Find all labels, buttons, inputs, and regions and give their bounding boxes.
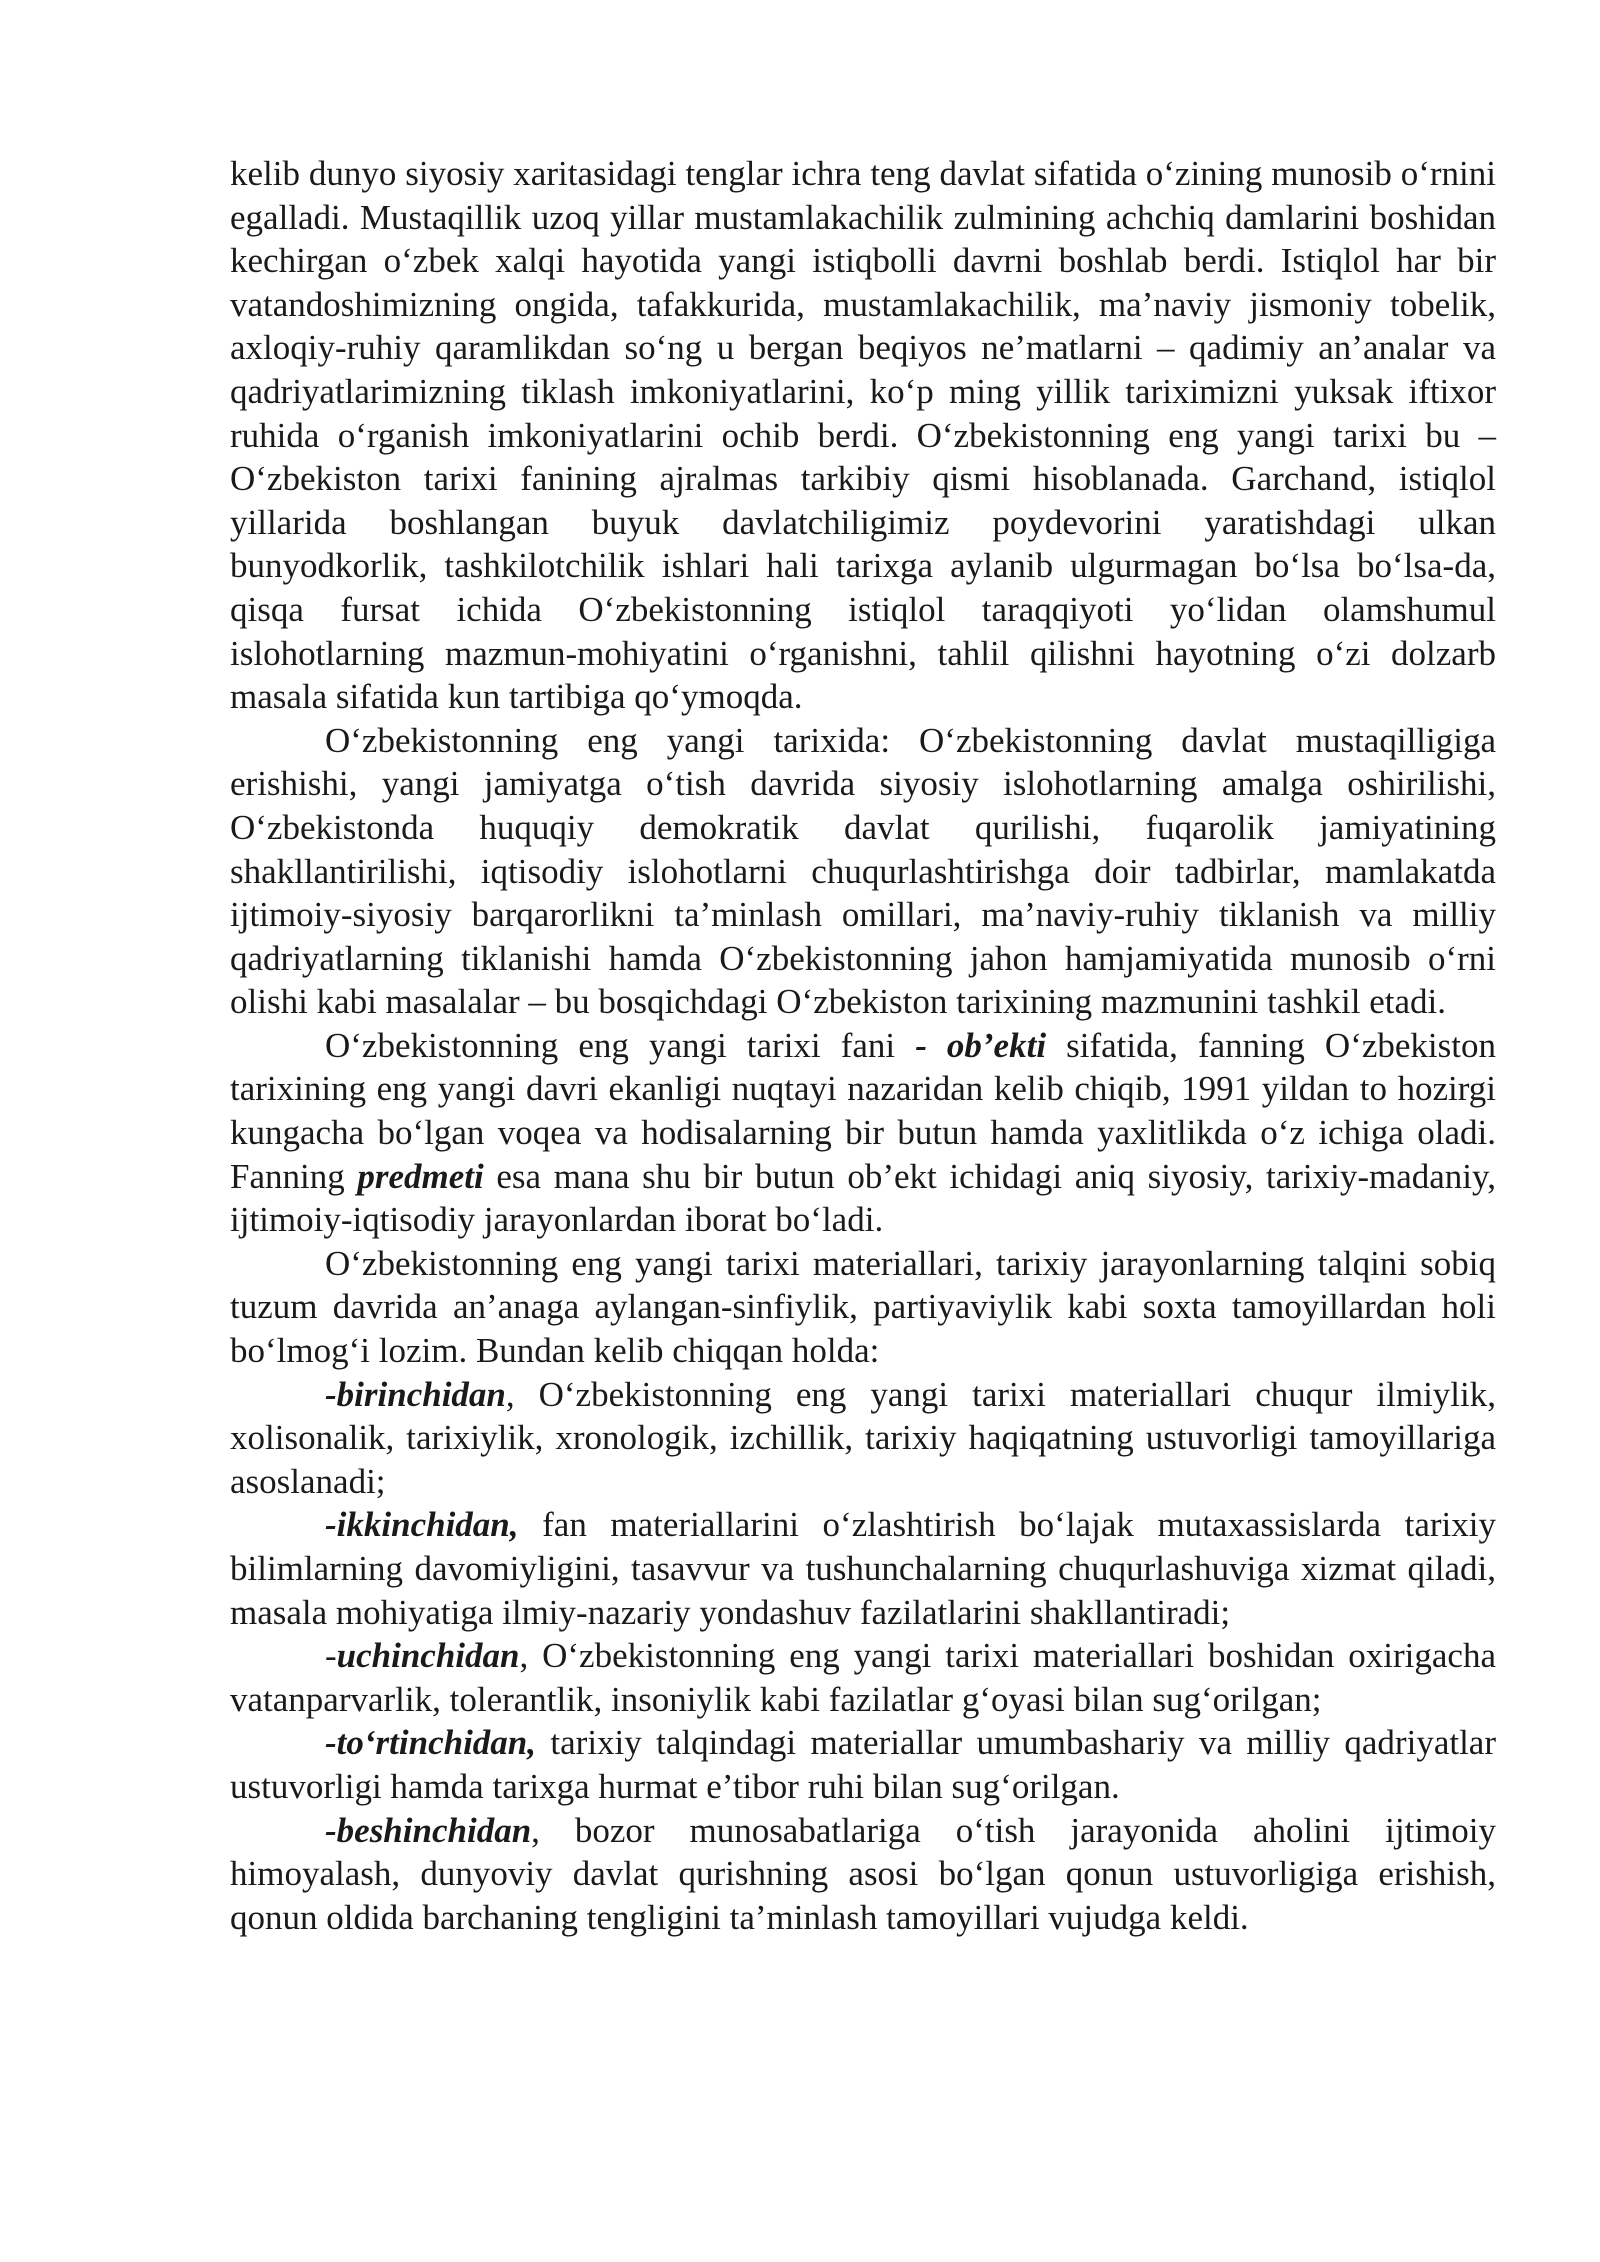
text-run: esa mana shu bir butun ob’ekt ichidagi aniq siyosiy, tarixiy-madaniy, ijtimoiy-iqtisodiy jarayonlardan iborat bo‘ladi. [230,1156,1496,1240]
paragraph-object-and-subject [230,1024,1496,1242]
list-dash: - [325,1636,337,1676]
text-run: O‘zbekistonning eng yangi tarixi fani [325,1025,916,1065]
paragraph-continuation [230,152,1496,719]
list-marker-fifth: -beshinchidan [325,1810,532,1850]
list-item-first [230,1373,1496,1504]
list-item-fourth [230,1721,1496,1808]
paragraph-newest-history-content [230,719,1496,1024]
text-run: tarixiy talqindagi materiallar umumbashariy va milliy qadriyatlar ustuvorligi hamda tarixga hurmat e’tibor ruhi bilan sug‘orilgan. [230,1723,1496,1806]
list-marker-fourth: -to‘rtinchidan, [325,1723,537,1763]
text-run: fan materiallarini o‘zlashtirish bo‘lajak mutaxassislarda tarixiy bilimlarning davomiyligini, tasavvur va tushunchalarning chuqurlashuviga xizmat qiladi, masala mohiyatiga ilmiy-nazariy yondashuv fazilatlarini shakllantiradi; [230,1505,1496,1632]
text-run: O‘zbekistonning eng yangi tarixida: O‘zbekistonning davlat mustaqilligiga erishishi, yangi jamiyatga o‘tish davrida siyosiy islohotlarning amalga oshirilishi, O‘zbekistonda huquqiy demokratik davlat qurilishi, fuqarolik jamiyatining shakllantirilishi, iqtisodiy islohotlarni chuqurlashtirishga doir tadbirlar, mamlakatda ijtimoiy-siyosiy barqarorlikni ta’minlash omillari, ma’naviy-ruhiy tiklanish va milliy qadriyatlarning tiklanishi hamda O‘zbekistonning jahon hamjamiyatida munosib o‘rni olishi kabi masalalar – bu bosqichdagi O‘zbekiston tarixining mazmunini tashkil etadi. [230,720,1496,1022]
list-item-second [230,1503,1496,1634]
text-run: , O‘zbekistonning eng yangi tarixi materiallari boshidan oxirigacha vatanparvarlik, tolerantlik, insoniylik kabi fazilatlar g‘oyasi bilan sug‘orilgan; [230,1636,1496,1719]
list-marker-second: -ikkinchidan, [325,1505,519,1545]
text-run: , bozor munosabatlariga o‘tish jarayonida aholini ijtimoiy himoyalash, dunyoviy davlat qurishning asosi bo‘lgan qonun ustuvorligiga erishish, qonun oldida barchaning tengligini ta’minlash tamoyillari vujudga keldi. [230,1810,1496,1937]
text-run: sifatida, fanning O‘zbekiston tarixining eng yangi davri ekanligi nuqtayi nazaridan kelib chiqib, 1991 yildan to hozirgi kungacha bo‘lgan voqea va hodisalarning bir butun hamda yaxlitlikda o‘z ichiga oladi. Fanning [230,1025,1496,1196]
list-item-third [230,1634,1496,1721]
text-run: , O‘zbekistonning eng yangi tarixi materiallari chuqur ilmiylik, xolisonalik, tarixiylik, xronologik, izchillik, tarixiy haqiqatning ustuvorligi tamoyillariga asoslanadi; [230,1374,1496,1501]
list-marker-third: uchinchidan [336,1636,520,1676]
emphasis-subject: predmeti [357,1156,484,1196]
text-run: kelib dunyo siyosiy xaritasidagi tenglar ichra teng davlat sifatida o‘zining munosib o‘rnini egalladi. Mustaqillik uzoq yillar mustamlakachilik zulmining achchiq damlarini boshidan kechirgan o‘zbek xalqi hayotida yangi istiqbolli davrni boshlab berdi. Istiqlol har bir vatandoshimizning ongida, tafakkurida, mustamlakachilik, ma’naviy jismoniy tobelik, axloqiy-ruhiy qaramlikdan so‘ng u bergan beqiyos ne’matlarni – qadimiy an’analar va qadriyatlarimizning tiklash imkoniyatlarini, ko‘p ming yillik tariximizni yuksak iftixor ruhida o‘rganish imkoniyatlarini ochib berdi. O‘zbekistonning eng yangi tarixi bu – O‘zbekiston tarixi fanining ajralmas tarkibiy qismi hisoblanada. Garchand, istiqlol yillarida boshlangan buyuk davlatchiligimiz poydevorini yaratishdagi ulkan bunyodkorlik, tashkilotchilik ishlari hali tarixga aylanib ulgurmagan bo‘lsa bo‘lsa-da, qisqa fursat ichida O‘zbekistonning istiqlol taraqqiyoti yo‘lidan olamshumul islohotlarning mazmun-mohiyatini o‘rganishni, tahlil qilishni hayotning o‘zi dolzarb masala sifatida kun tartibiga qo‘ymoqda. [230,154,1496,717]
text-run: O‘zbekistonning eng yangi tarixi materiallari, tarixiy jarayonlarning talqini sobiq tuzum davrida an’anaga aylangan-sinfiylik, partiyaviylik kabi soxta tamoyillardan holi bo‘lmog‘i lozim. Bundan kelib chiqqan holda: [230,1243,1496,1371]
list-item-fifth [230,1809,1496,1940]
document-page [230,152,1496,1939]
paragraph-principles-intro [230,1242,1496,1373]
emphasis-object: - ob’ekti [915,1025,1047,1065]
list-marker-first: -birinchidan [325,1374,506,1414]
